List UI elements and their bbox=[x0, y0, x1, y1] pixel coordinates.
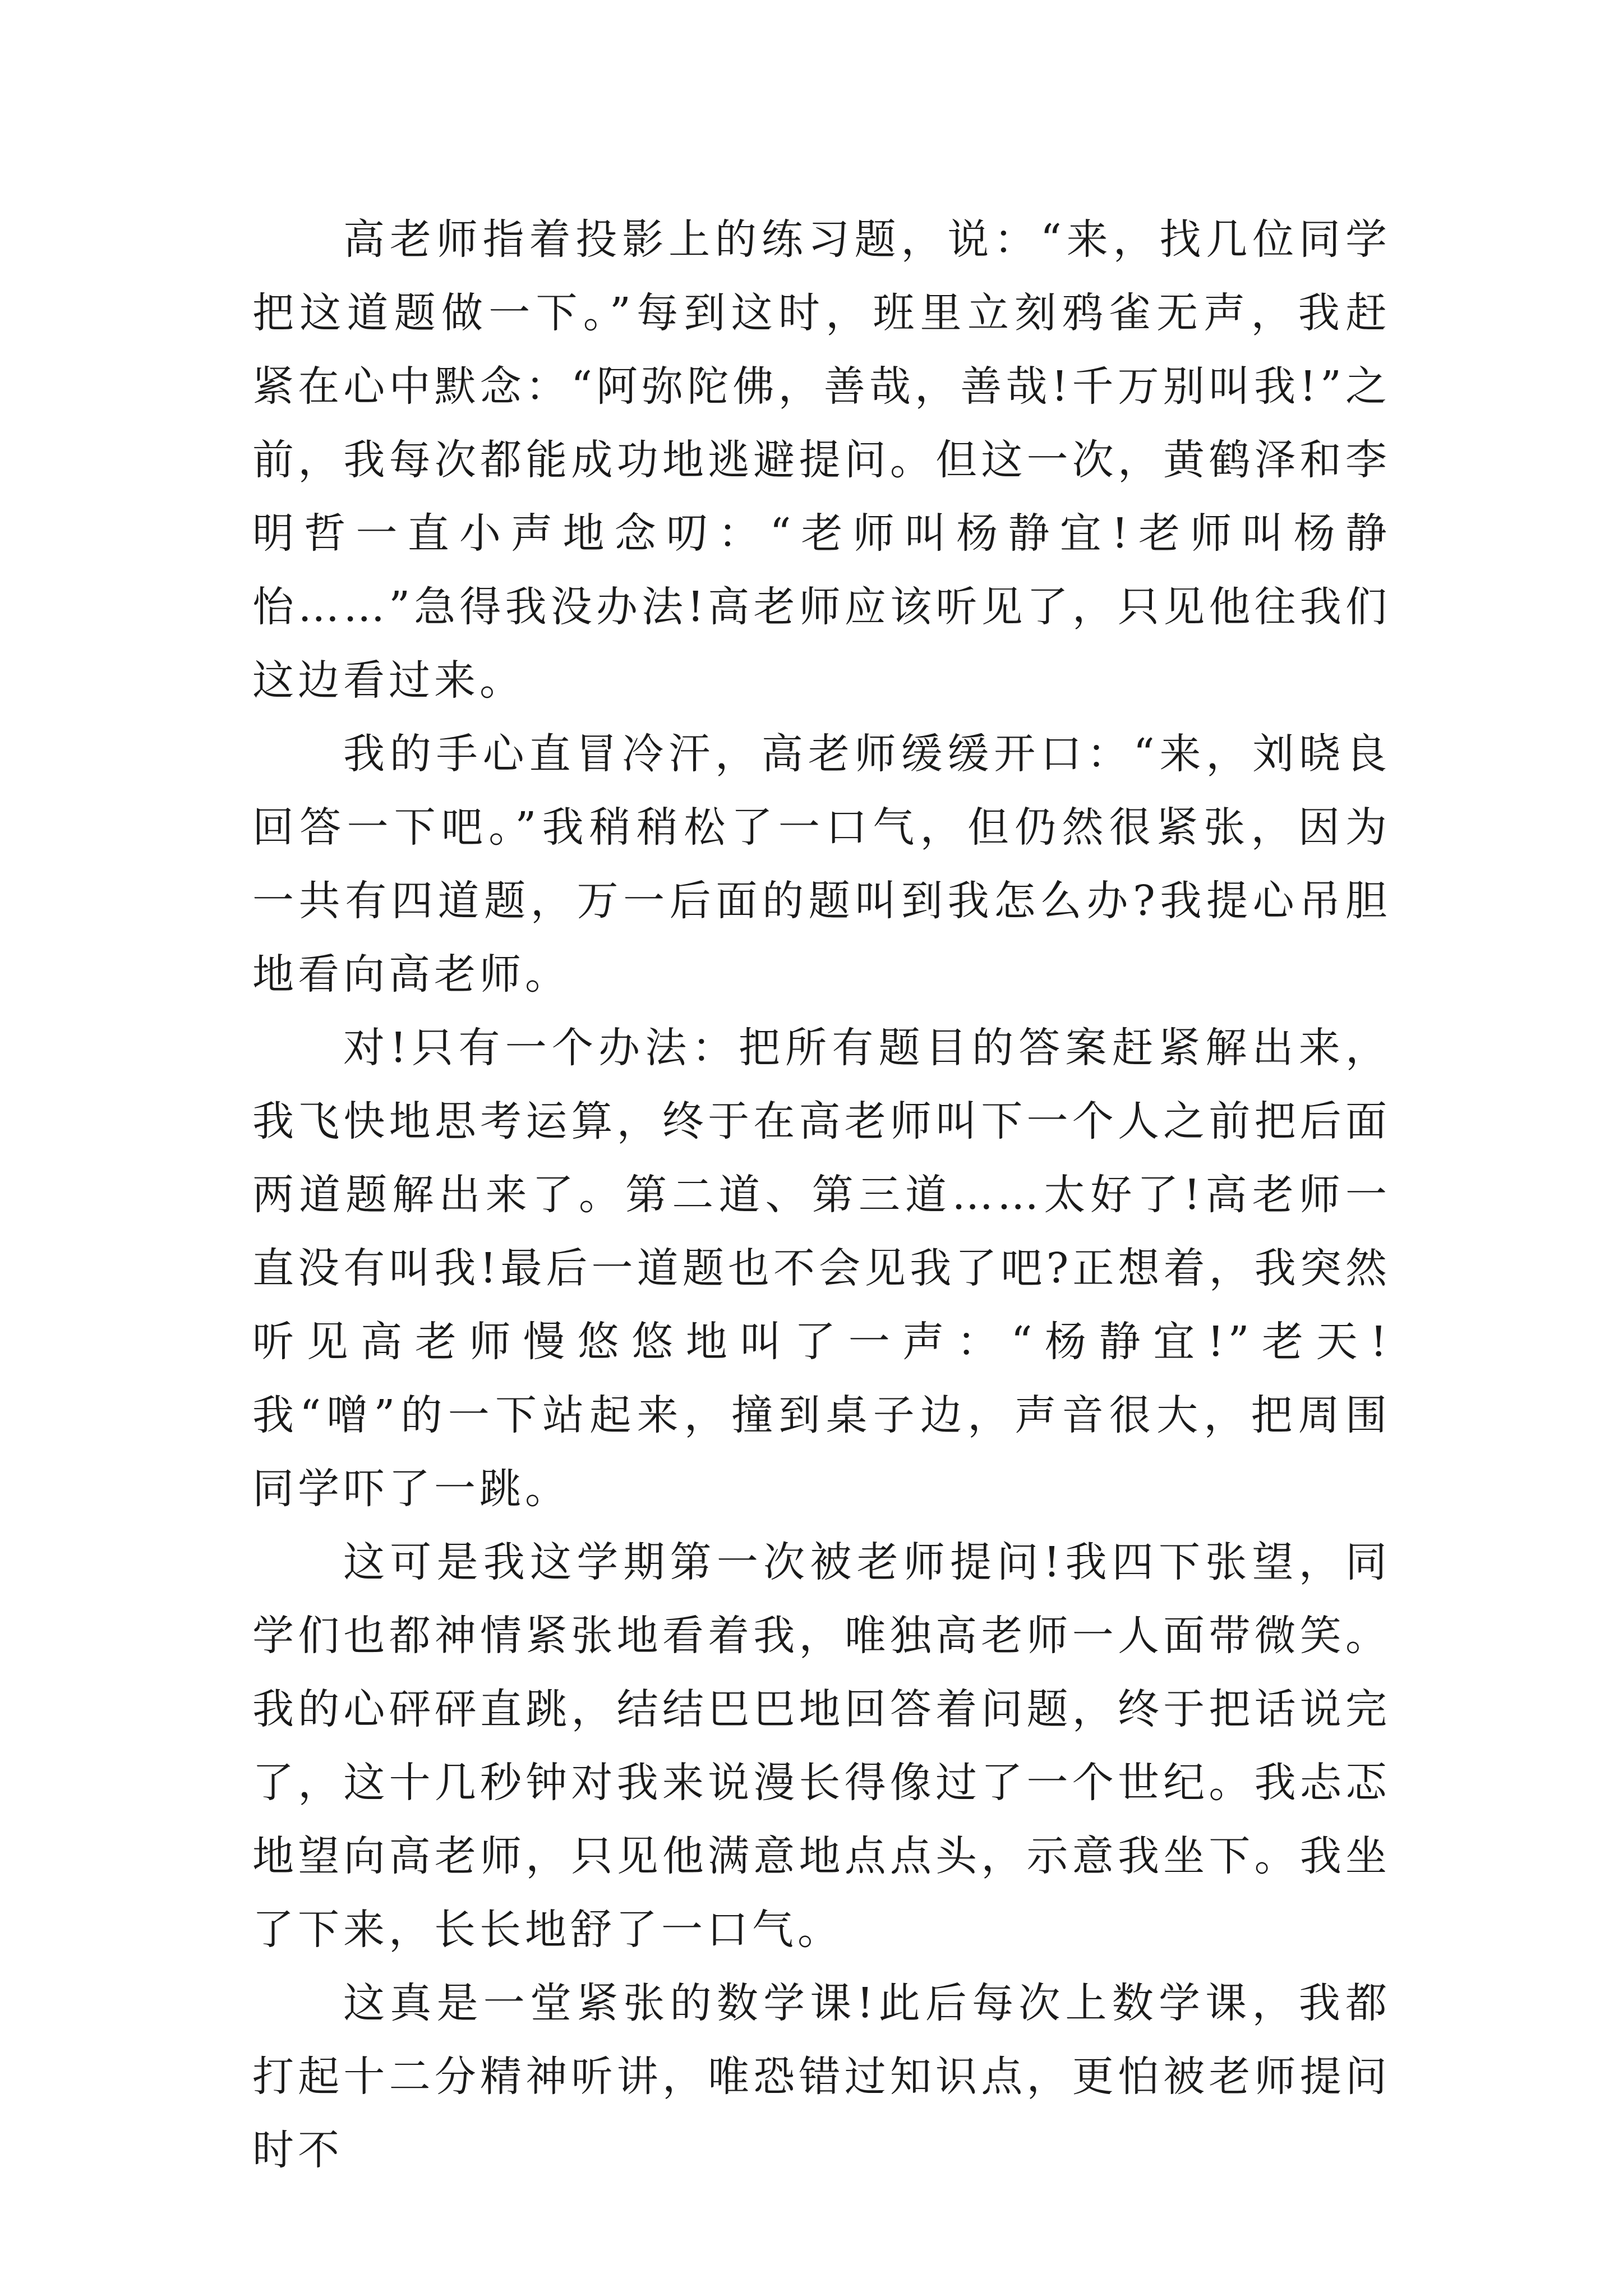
paragraph: 这真是一堂紧张的数学课!此后每次上数学课，我都打起十二分精神听讲，唯恐错过知识点，更怕被老师提问时不 bbox=[252, 1979, 1391, 2174]
paragraph: 高老师指着投影上的练习题，说：“来，找几位同学把这道题做一下。”每到这时，班里立刻鸦雀无声，我赶紧在心中默念：“阿弥陀佛，善哉，善哉!千万别叫我!”之前，我每次都能成功地逃避提问。但这一次，黄鹤泽和李明哲一直小声地念叨：“老师叫杨静宜!老师叫杨静怡……”急得我没办法!高老师应该听见了，只见他往我们这边看过来。 bbox=[252, 215, 1391, 705]
body-text bbox=[252, 203, 1391, 2187]
paragraph: 我的手心直冒冷汗，高老师缓缓开口：“来，刘晓良回答一下吧。”我稍稍松了一口气，但仍然很紧张，因为一共有四道题，万一后面的题叫到我怎么办?我提心吊胆地看向高老师。 bbox=[252, 730, 1391, 999]
paragraph: 对!只有一个办法：把所有题目的答案赶紧解出来，我飞快地思考运算，终于在高老师叫下一个人之前把后面两道题解出来了。第二道、第三道……太好了!高老师一直没有叫我!最后一道题也不会见我了吧?正想着，我突然听见高老师慢悠悠地叫了一声：“杨静宜!”老天!我“噌”的一下站起来，撞到桌子边，声音很大，把周围同学吓了一跳。 bbox=[252, 1024, 1391, 1513]
paragraph: 这可是我这学期第一次被老师提问!我四下张望，同学们也都神情紧张地看着我，唯独高老师一人面带微笑。我的心砰砰直跳，结结巴巴地回答着问题，终于把话说完了，这十几秒钟对我来说漫长得像过了一个世纪。我忐忑地望向高老师，只见他满意地点点头，示意我坐下。我坐了下来，长长地舒了一口气。 bbox=[252, 1538, 1391, 1954]
